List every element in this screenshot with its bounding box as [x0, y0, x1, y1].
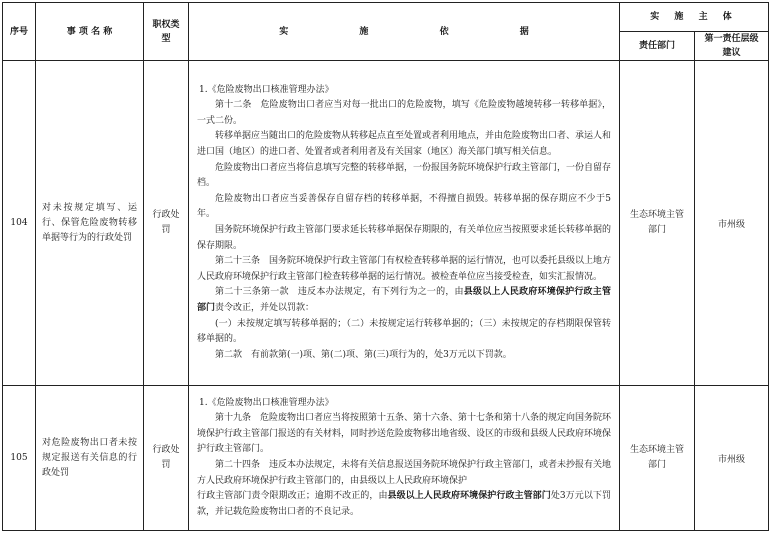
basis-paragraph: 第二十四条 违反本办法规定，未将有关信息报送国务院环境保护行政主管部门，或者未抄报有关地方人民政府环境保护行政主管部门的，由县级以上人民政府环境保护 [197, 460, 612, 486]
header-power-type: 职权类型 [144, 3, 189, 61]
row-basis [189, 61, 620, 386]
authority-table [2, 2, 769, 531]
basis-paragraph: 第十九条 危险废物出口者应当将按照第十五条、第十六条、第十七条和第十八条的规定向国务院环境保护行政主管部门报送的有关材料，同时抄送危险废物移出地省级、设区的市级和县级人民政府环境保护行政主管部门。 [197, 413, 612, 455]
header-subject: 实 施 主 体 [620, 3, 769, 32]
header-seq: 序号 [3, 3, 36, 61]
basis-paragraph [197, 489, 611, 520]
basis-paragraph: 第十二条 危险废物出口者应当对每一批出口的危险废物，填写《危险废物越境转移一转移单据》，一式二份。 [197, 100, 611, 126]
basis-paragraph: 转移单据应当随出口的危险废物从转移起点直至处置或者利用地点，并由危险废物出口者、承运人和进口国（地区）的进口者、处置者或者利用者及有关国家（地区）海关部门填写相关信息。 [197, 131, 612, 158]
row-seq: 104 [3, 61, 36, 386]
header-basis: 实 施 依 据 [189, 3, 620, 61]
row-power-type: 行政处罚 [144, 386, 189, 531]
basis-text: 第二十三条第一款 违反本办法规定，有下列行为之一的，由 [215, 287, 464, 298]
basis-paragraph: 国务院环境保护行政主管部门要求延长转移单据保存期限的，有关单位应当按照要求延长转移单据的保存期限。 [197, 225, 612, 251]
basis-paragraph: (一）未按规定填写转移单据的；（二）未按规定运行转移单据的；（三）未按规定的存档期限保管转移单据的。 [197, 318, 611, 345]
row-item-name: 对危险废物出口者未按规定报送有关信息的行政处罚 [36, 386, 144, 531]
basis-text: 处3万元以下罚款，并记载危险废物出口者的不良记录。 [197, 491, 611, 517]
row-seq: 105 [3, 386, 36, 531]
row-power-type: 行政处罚 [144, 61, 189, 386]
basis-text: 责令改正，并处以罚款： [215, 302, 315, 313]
row-level: 市州级 [695, 386, 769, 531]
row-basis [189, 386, 620, 531]
row-level: 市州级 [695, 61, 769, 386]
header-dept: 责任部门 [620, 32, 695, 61]
basis-authority-emphasis: 县级以上人民政府环境保护行政主管部门 [197, 287, 611, 313]
basis-paragraph: 危险废物出口者应当将信息填写完整的转移单据，一份报国务院环境保护行政主管部门，一份自留存档。 [197, 162, 612, 189]
basis-paragraph: 1.《危险废物出口核准管理办法》 [199, 84, 334, 95]
header-item-name: 事 项 名 称 [36, 3, 144, 61]
basis-paragraph: 第二十三条 国务院环境保护行政主管部门有权检查转移单据的运行情况，也可以委托县级以上地方人民政府环境保护行政主管部门检查转移单据的运行情况。被检查单位应当接受检查，如实汇报情况。 [197, 256, 612, 282]
row-dept: 生态环境主管部门 [620, 386, 695, 531]
basis-paragraph: 1.《危险废物出口核准管理办法》 [199, 397, 334, 408]
table-row [3, 386, 769, 531]
row-dept: 生态环境主管部门 [620, 61, 695, 386]
basis-paragraph [197, 285, 611, 316]
basis-paragraph: 危险废物出口者应当妥善保存自留存档的转移单据，不得擅自损毁。转移单据的保存期应不少于5年。 [197, 193, 611, 220]
table-row [3, 61, 769, 386]
basis-text: 行政主管部门责令限期改正；逾期不改正的，由 [197, 491, 388, 502]
basis-authority-emphasis: 县级以上人民政府环境保护行政主管部门 [387, 491, 551, 502]
row-item-name: 对未按规定填写、运行、保管危险废物转移单据等行为的行政处罚 [36, 61, 144, 386]
basis-paragraph: 第二款 有前款第(一)项、第(二)项、第(三)项行为的，处3万元以下罚款。 [215, 349, 512, 360]
header-level: 第一责任层级建议 [695, 32, 769, 61]
